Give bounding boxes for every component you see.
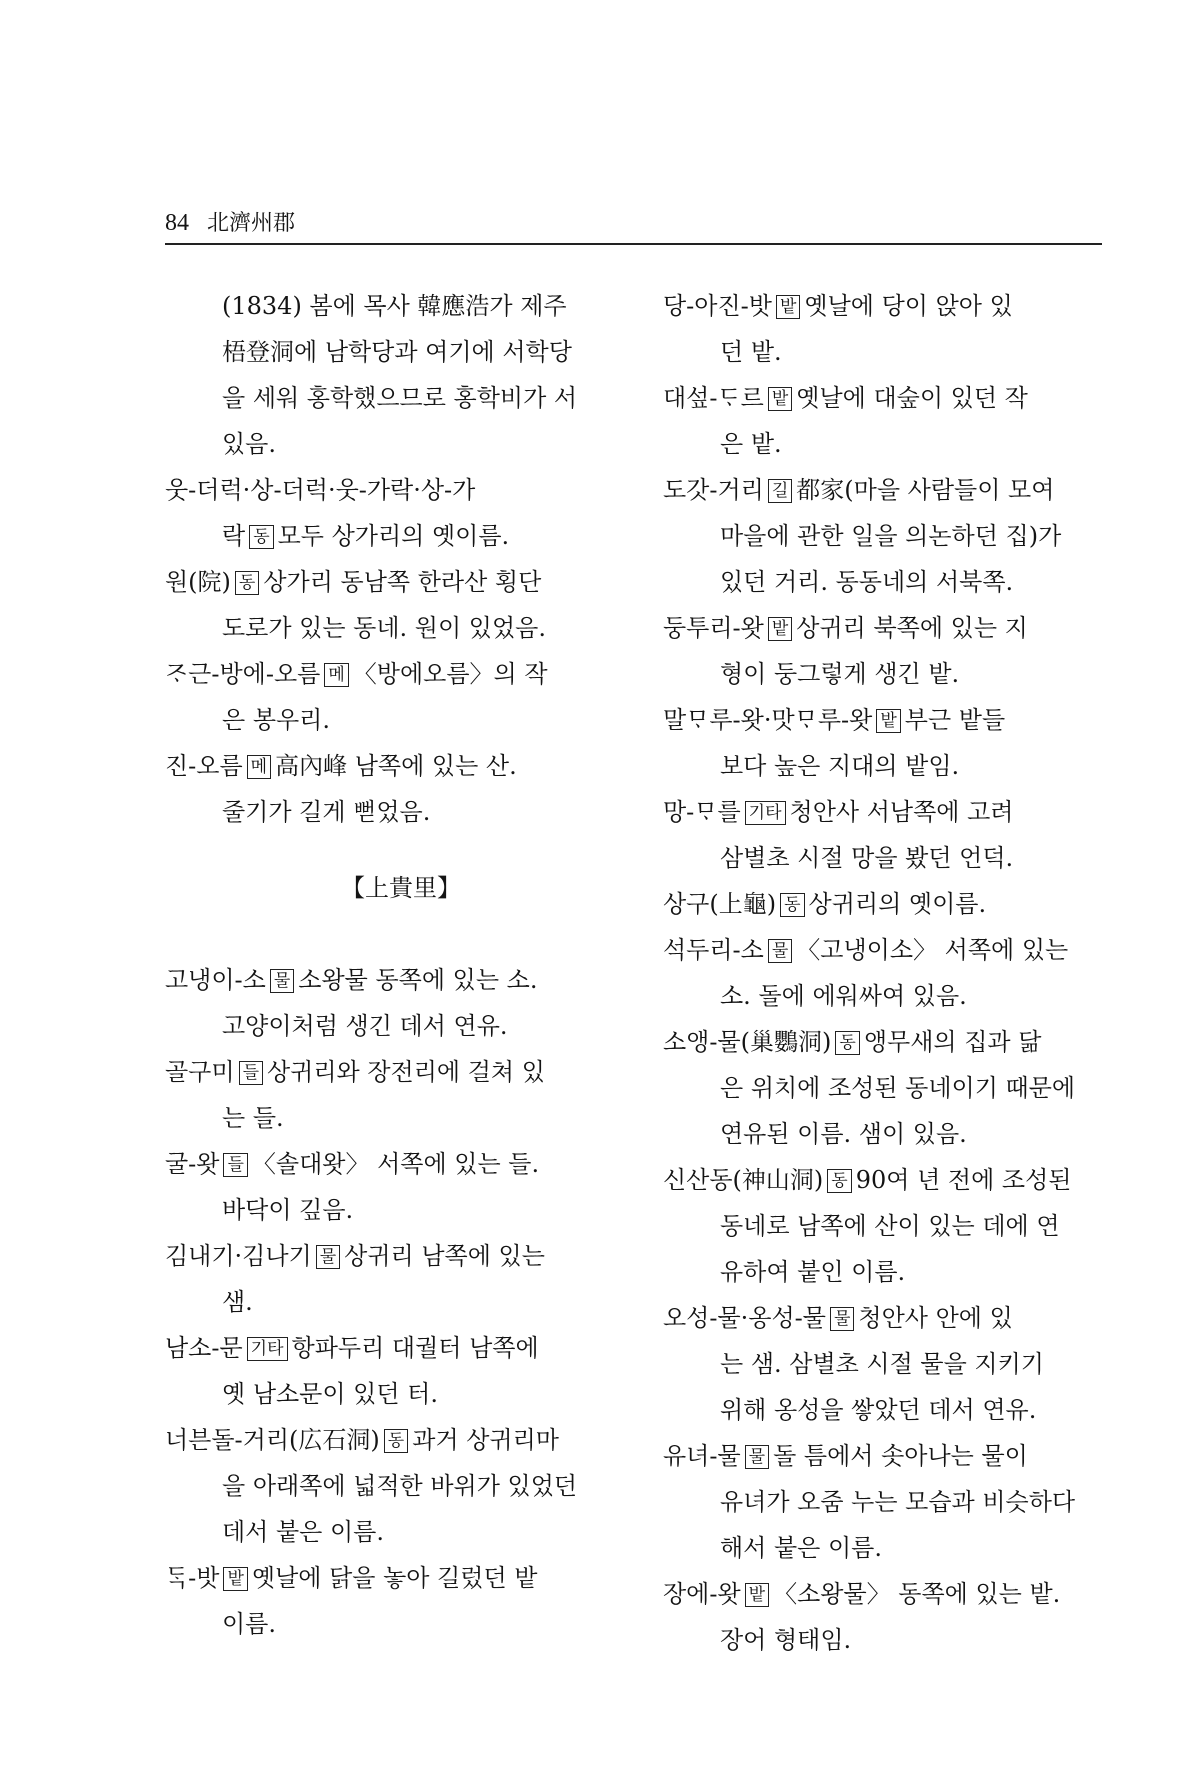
tag-dong-badge: 동 — [235, 571, 259, 595]
text-line: 삼별초 시절 망을 봤던 언덕. — [720, 844, 1014, 872]
text-line: 옛 남소문이 있던 터. — [222, 1380, 438, 1408]
entry-headword: 장에-왓 — [663, 1580, 741, 1608]
text-line: 청안사 안에 있 — [858, 1304, 1013, 1332]
dictionary-entry — [663, 789, 1115, 881]
tag-gita-badge: 기타 — [745, 801, 786, 825]
text-line: 부근 밭들 — [904, 706, 1006, 734]
text-line: 는 들. — [222, 1104, 284, 1132]
tag-dong-badge: 동 — [384, 1429, 408, 1453]
tag-deul-badge: 들 — [223, 1153, 247, 1177]
entry-headword: 웃-더럭·상-더럭·웃-가락·상-가 — [165, 476, 476, 504]
text-line: 高內峰 남쪽에 있는 산. — [275, 752, 517, 780]
dictionary-entry — [663, 1157, 1115, 1295]
text-line: 있음. — [222, 430, 276, 458]
text-line: 형이 둥그렇게 생긴 밭. — [720, 660, 960, 688]
text-line: 앵무새의 집과 닮 — [863, 1028, 1042, 1056]
entry-headword: 너븐돌-거리(広石洞) — [165, 1426, 380, 1454]
text-line: 유하여 붙인 이름. — [720, 1258, 906, 1286]
dictionary-entry — [165, 743, 617, 835]
tag-mul-badge: 물 — [270, 969, 294, 993]
text-line: 상귀리 남쪽에 있는 — [344, 1242, 545, 1270]
entry-headword: 둥투리-왓 — [663, 614, 764, 642]
entry-headword: 김내기·김나기 — [165, 1242, 312, 1270]
text-line: 돌 틈에서 솟아나는 물이 — [773, 1442, 1028, 1470]
page-number: 84 — [165, 210, 189, 236]
text-line: 연유된 이름. 샘이 있음. — [720, 1120, 967, 1148]
text-line: 〈방에오름〉의 작 — [352, 660, 548, 688]
tag-mul-badge: 물 — [768, 939, 792, 963]
text-line: 〈솔대왓〉 서쪽에 있는 들. — [251, 1150, 540, 1178]
text-line: 동네로 남쪽에 산이 있는 데에 연 — [720, 1212, 1060, 1240]
entry-headword: 도갓-거리 — [663, 476, 764, 504]
tag-mul-badge: 물 — [745, 1445, 769, 1469]
text-line: 데서 붙은 이름. — [222, 1518, 384, 1546]
dictionary-entry — [663, 605, 1115, 697]
text-line: 을 아래쪽에 넓적한 바위가 있었던 — [222, 1472, 578, 1500]
section-heading: 【上貴里】 — [341, 874, 461, 902]
text-line: 상가리 동남쪽 한라산 횡단 — [263, 568, 542, 596]
text-line: 보다 높은 지대의 밭임. — [720, 752, 960, 780]
text-line: 과거 상귀리마 — [412, 1426, 559, 1454]
running-title: 北濟州郡 — [207, 211, 296, 236]
text-line: 있던 거리. 동동네의 서북쪽. — [720, 568, 1014, 596]
dictionary-entry — [165, 1417, 617, 1555]
tag-deul-badge: 들 — [239, 1061, 263, 1085]
entry-headword: 대섶-ᄃᆞ르 — [663, 384, 764, 412]
entry-headword: 골구미 — [165, 1058, 235, 1086]
tag-bat-badge: 밭 — [876, 709, 900, 733]
tag-bat-badge: 밭 — [745, 1583, 769, 1607]
text-line: 90여 년 전에 조성된 — [855, 1166, 1072, 1194]
text-line: 해서 붙은 이름. — [720, 1534, 882, 1562]
text-line: 청안사 서남쪽에 고려 — [789, 798, 1014, 826]
entry-headword: 남소-문 — [165, 1334, 243, 1362]
tag-me-badge: 메 — [324, 663, 348, 687]
tag-dong-badge: 동 — [249, 525, 273, 549]
entry-headword: 원(院) — [165, 568, 231, 596]
text-line: 〈소왕물〉 동쪽에 있는 밭. — [773, 1580, 1061, 1608]
text-line: 모두 상가리의 옛이름. — [277, 522, 510, 550]
entry-headword: 소앵-물(巢鸚洞) — [663, 1028, 832, 1056]
entry-headword: 오성-물·옹성-물 — [663, 1304, 826, 1332]
text-line: 상귀리와 장전리에 걸쳐 있 — [267, 1058, 545, 1086]
dictionary-entry — [663, 1019, 1115, 1157]
tag-gita-badge: 기타 — [247, 1337, 288, 1361]
tag-gil-badge: 길 — [768, 479, 792, 503]
tag-bat-badge: 밭 — [223, 1567, 247, 1591]
text-line: 샘. — [222, 1288, 253, 1316]
text-line: 는 샘. 삼별초 시절 물을 지키기 — [720, 1350, 1044, 1378]
entry-headword: 유녀-물 — [663, 1442, 741, 1470]
entry-headword: ᄌᆞ근-방에-오름 — [165, 660, 321, 688]
continued-text — [165, 283, 617, 467]
entry-headword: 진-오름 — [165, 752, 243, 780]
text-line: 마을에 관한 일을 의논하던 집)가 — [720, 522, 1062, 550]
dictionary-entry — [165, 651, 617, 743]
dictionary-entry — [663, 1571, 1115, 1663]
dictionary-entry — [165, 1141, 617, 1233]
text-line: 상귀리 북쪽에 있는 지 — [796, 614, 1028, 642]
text-line: 이름. — [222, 1610, 276, 1638]
dictionary-entry — [165, 559, 617, 651]
dictionary-entry — [663, 1433, 1115, 1571]
tag-dong-badge: 동 — [827, 1169, 851, 1193]
text-line: 은 봉우리. — [222, 706, 330, 734]
text-line: 소왕물 동쪽에 있는 소. — [298, 966, 538, 994]
tag-bat-badge: 밭 — [768, 387, 792, 411]
text-line: 은 밭. — [720, 430, 782, 458]
text-line: 도로가 있는 동네. 원이 있었음. — [222, 614, 546, 642]
dictionary-entry — [663, 881, 1115, 927]
dictionary-entry — [663, 1295, 1115, 1433]
tag-dong-badge: 동 — [780, 893, 804, 917]
tag-mul-badge: 물 — [830, 1307, 854, 1331]
tag-dong-badge: 동 — [835, 1031, 859, 1055]
header-rule — [165, 243, 1102, 245]
dictionary-entry — [165, 467, 617, 559]
dictionary-entry — [165, 1325, 617, 1417]
text-line: 은 위치에 조성된 동네이기 때문에 — [720, 1074, 1076, 1102]
left-column — [165, 283, 617, 1647]
entry-headword: 당-아진-밧 — [663, 292, 772, 320]
text-line: 소. 돌에 에워싸여 있음. — [720, 982, 967, 1010]
dictionary-entry — [165, 1049, 617, 1141]
text-line: 락 — [222, 522, 246, 550]
text-line: 던 밭. — [720, 338, 782, 366]
text-line: 옛날에 닭을 놓아 길렀던 밭 — [251, 1564, 538, 1592]
entry-headword: 망-ᄆᆞ를 — [663, 798, 741, 826]
entry-headword: 굴-왓 — [165, 1150, 220, 1178]
text-line: 옛날에 대숲이 있던 작 — [796, 384, 1028, 412]
dictionary-entry — [663, 927, 1115, 1019]
tag-me-badge: 메 — [247, 755, 271, 779]
right-column — [663, 283, 1115, 1663]
text-line: 항파두리 대궐터 남쪽에 — [291, 1334, 539, 1362]
entry-headword: 고냉이-소 — [165, 966, 266, 994]
entry-headword: 말ᄆᆞ루-왓·맛ᄆᆞ루-왓 — [663, 706, 873, 734]
text-line: 옛날에 당이 앉아 있 — [804, 292, 1013, 320]
entry-headword: 상구(上龜) — [663, 890, 777, 918]
text-line: 梧登洞에 남학당과 여기에 서학당 — [222, 338, 572, 366]
entry-headword: 신산동(神山洞) — [663, 1166, 824, 1194]
text-line: 都家(마을 사람들이 모여 — [796, 476, 1055, 504]
dictionary-entry — [165, 1555, 617, 1647]
tag-mul-badge: 물 — [316, 1245, 340, 1269]
dictionary-entry — [663, 283, 1115, 375]
entry-headword: 석두리-소 — [663, 936, 764, 964]
page-header — [165, 206, 295, 237]
text-line: 〈고냉이소〉 서쪽에 있는 — [796, 936, 1069, 964]
text-line: (1834) 봄에 목사 韓應浩가 제주 — [222, 292, 567, 320]
text-line: 바닥이 깊음. — [222, 1196, 354, 1224]
text-line: 위해 옹성을 쌓았던 데서 연유. — [720, 1396, 1037, 1424]
text-line: 줄기가 길게 뻗었음. — [222, 798, 431, 826]
text-line: 장어 형태임. — [720, 1626, 852, 1654]
entry-headword: ᄃᆞᆨ-밧 — [165, 1564, 220, 1592]
dictionary-entry — [663, 697, 1115, 789]
dictionary-entry — [663, 375, 1115, 467]
text-line: 상귀리의 옛이름. — [808, 890, 987, 918]
text-line: 을 세워 홍학했으므로 홍학비가 서 — [222, 384, 578, 412]
dictionary-entry — [165, 1233, 617, 1325]
tag-bat-badge: 밭 — [776, 295, 800, 319]
text-line: 고양이처럼 생긴 데서 연유. — [222, 1012, 508, 1040]
tag-bat-badge: 밭 — [768, 617, 792, 641]
dictionary-entry — [663, 467, 1115, 605]
text-line: 유녀가 오줌 누는 모습과 비슷하다 — [720, 1488, 1076, 1516]
dictionary-entry — [165, 957, 617, 1049]
